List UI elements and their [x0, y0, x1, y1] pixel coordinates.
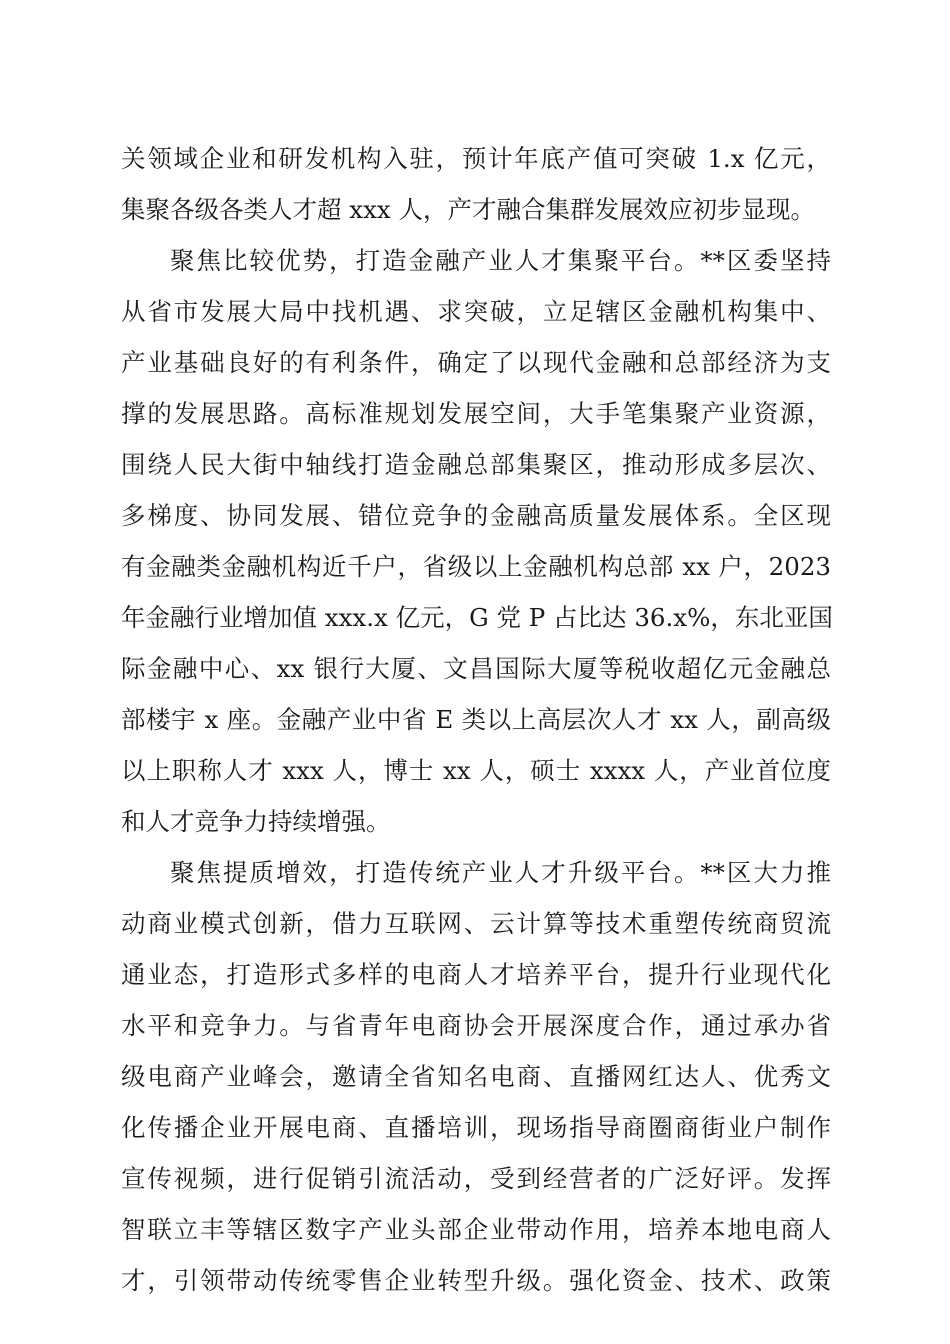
text-line: 动商业模式创新，借力互联网、云计算等技术重塑传统商贸流 — [121, 909, 831, 938]
paragraph-heading-line: 聚焦比较优势，打造金融产业人才集聚平台。**区委坚持 — [170, 246, 831, 275]
text-line: 产业基础良好的有利条件，确定了以现代金融和总部经济为支 — [121, 348, 831, 377]
text-line: 和人才竞争力持续增强。 — [121, 807, 391, 836]
text-line: 年金融行业增加值 xxx.x 亿元，G 党 P 占比达 36.x%，东北亚国 — [121, 603, 833, 632]
text-line: 从省市发展大局中找机遇、求突破，立足辖区金融机构集中、 — [121, 297, 831, 326]
text-line: 通业态，打造形式多样的电商人才培养平台，提升行业现代化 — [121, 960, 831, 989]
text-line: 水平和竞争力。与省青年电商协会开展深度合作，通过承办省 — [121, 1011, 831, 1040]
paragraph-heading-line: 聚焦提质增效，打造传统产业人才升级平台。**区大力推 — [170, 858, 831, 887]
text-line: 部楼宇 x 座。金融产业中省 E 类以上高层次人才 xx 人，副高级 — [121, 705, 831, 734]
text-line: 级电商产业峰会，邀请全省知名电商、直播网红达人、优秀文 — [121, 1062, 831, 1091]
text-line: 多梯度、协同发展、错位竞争的金融高质量发展体系。全区现 — [121, 501, 831, 530]
text-line: 有金融类金融机构近千户，省级以上金融机构总部 xx 户，2023 — [121, 552, 831, 581]
text-line: 宣传视频，进行促销引流活动，受到经营者的广泛好评。发挥 — [121, 1164, 831, 1193]
text-line: 以上职称人才 xxx 人，博士 xx 人，硕士 xxxx 人，产业首位度 — [121, 756, 831, 785]
text-line: 智联立丰等辖区数字产业头部企业带动作用，培养本地电商人 — [121, 1215, 831, 1244]
text-line: 化传播企业开展电商、直播培训，现场指导商圈商街业户制作 — [121, 1113, 831, 1142]
text-line: 撑的发展思路。高标准规划发展空间，大手笔集聚产业资源， — [121, 399, 831, 428]
text-line: 际金融中心、xx 银行大厦、文昌国际大厦等税收超亿元金融总 — [121, 654, 831, 683]
text-line: 才，引领带动传统零售企业转型升级。强化资金、技术、政策 — [121, 1266, 831, 1295]
text-line: 围绕人民大街中轴线打造金融总部集聚区，推动形成多层次、 — [121, 450, 831, 479]
text-line: 关领域企业和研发机构入驻，预计年底产值可突破 1.x 亿元， — [121, 144, 831, 173]
text-line: 集聚各级各类人才超 xxx 人，产才融合集群发展效应初步显现。 — [121, 195, 816, 224]
